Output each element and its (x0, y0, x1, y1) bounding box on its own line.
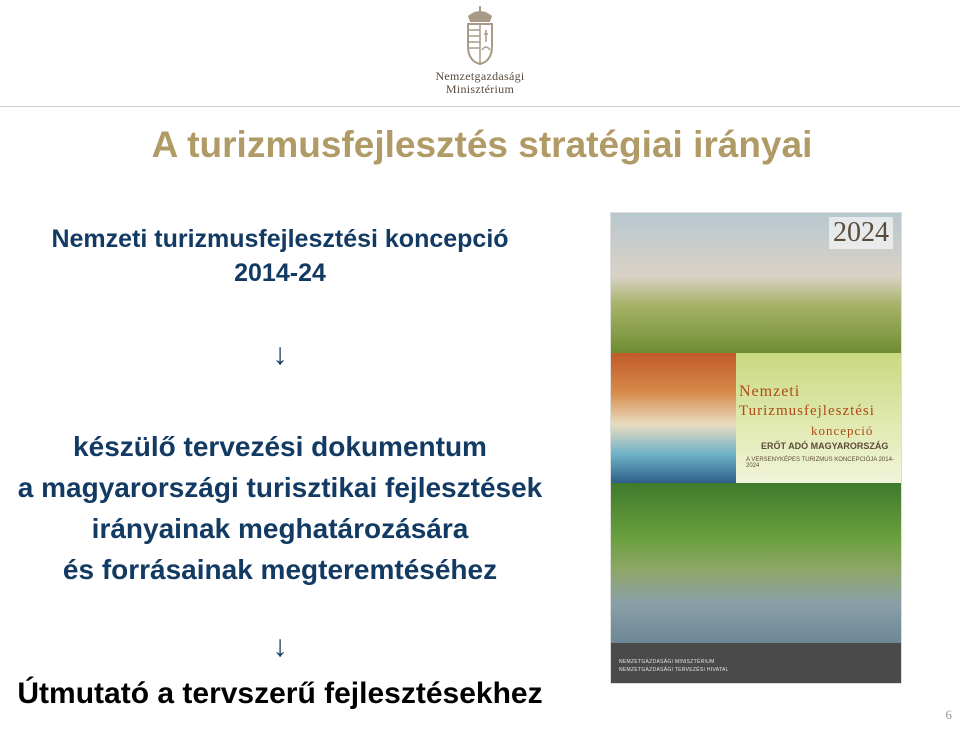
concept-title (0, 222, 560, 290)
cover-footer-line1: NEMZETGAZDASÁGI MINISZTÉRIUM (619, 659, 715, 665)
cover-subtitle: ERŐT ADÓ MAGYARORSZÁG (761, 441, 889, 451)
description-line3: irányainak meghatározására (91, 513, 469, 544)
cover-footer-line2: NEMZETGAZDASÁGI TERVEZÉSI HIVATAL (619, 667, 729, 673)
cover-year: 2024 (829, 217, 893, 249)
description-block (0, 426, 560, 590)
ministry-name-line1: Nemzetgazdasági (435, 69, 525, 83)
description-line1: készülő tervezési dokumentum (73, 431, 487, 462)
description-line2: a magyarországi turisztikai fejlesztések (17, 472, 543, 503)
description-line4: és forrásainak megteremtéséhez (62, 554, 498, 585)
concept-title-line2: 2014-24 (234, 259, 326, 287)
guide-text: Útmutató a tervszerű fejlesztésekhez (17, 677, 543, 710)
concept-title-line1: Nemzeti turizmusfejlesztési koncepció (51, 225, 509, 253)
ministry-name-line2: Minisztérium (445, 82, 515, 96)
down-arrow-icon: ↓ (272, 338, 288, 371)
cover-title-line2: Turizmusfejlesztési (739, 403, 875, 419)
cover-subtitle-small: A VERSENYKÉPES TURIZMUS KONCEPCIÓJA 2014-2024 (746, 457, 894, 469)
down-arrow-icon: ↓ (272, 630, 288, 663)
cover-photo-horses (611, 483, 901, 643)
slide-title: A turizmusfejlesztés stratégiai irányai (151, 124, 813, 165)
cover-title-line1: Nemzeti (739, 383, 801, 400)
hungarian-coat-of-arms-icon (460, 6, 500, 66)
cover-photo-spa (611, 353, 741, 483)
page-number: 6 (945, 707, 952, 722)
header-divider (0, 106, 960, 107)
ministry-name (400, 70, 560, 96)
concept-cover-image (611, 213, 901, 683)
cover-title-line3: koncepció (811, 423, 874, 438)
ministry-logo (400, 6, 560, 96)
